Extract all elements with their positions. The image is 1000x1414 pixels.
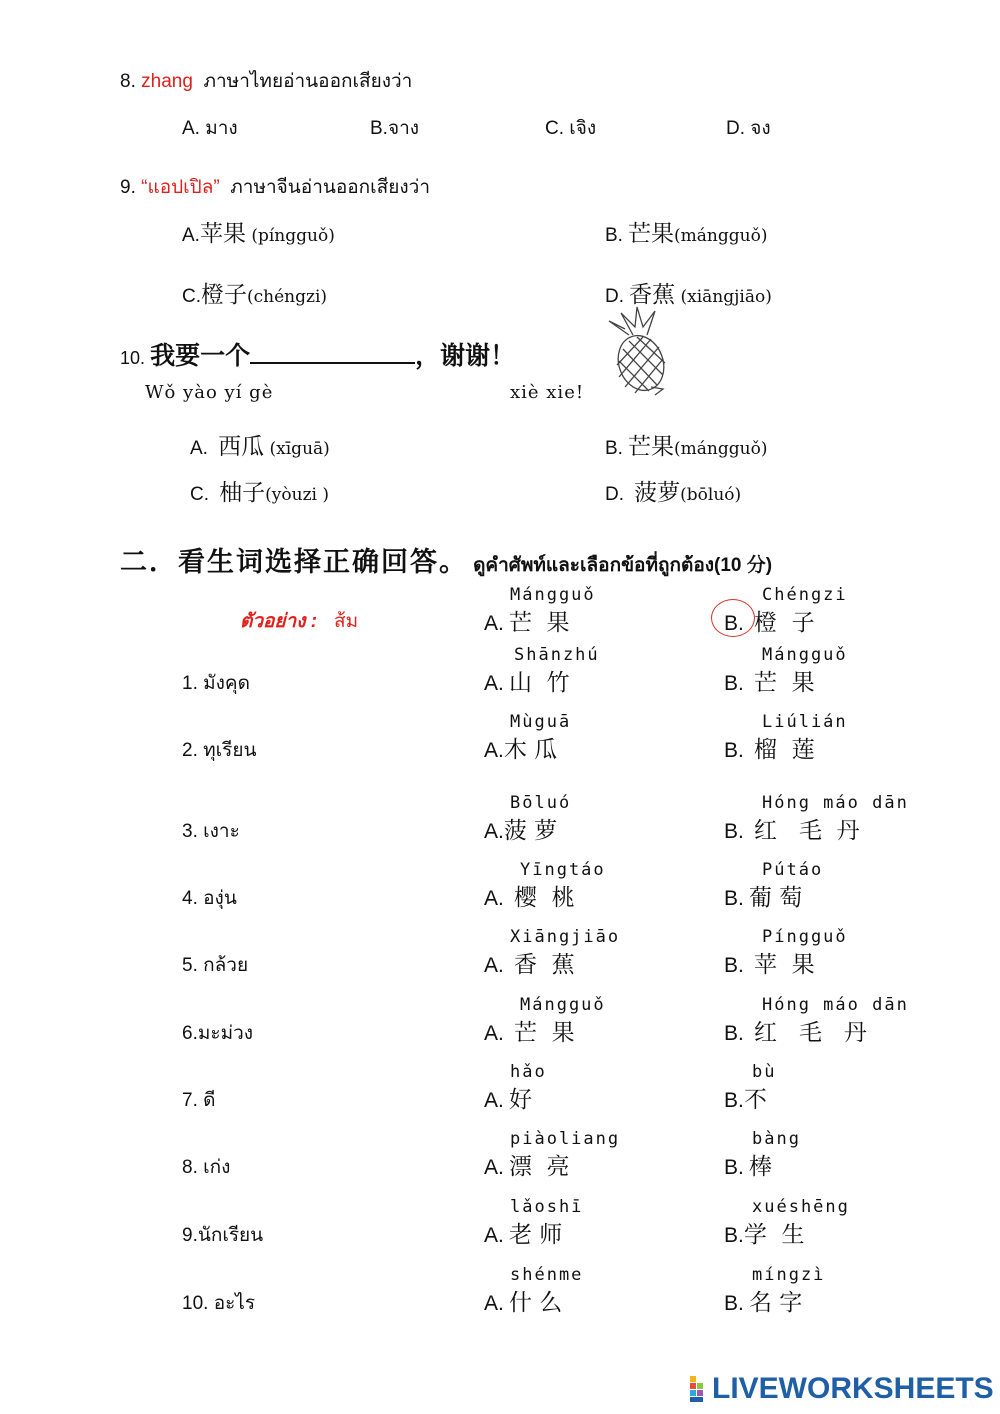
item-4-option-b[interactable]: B. 葡 萄 <box>724 885 803 911</box>
item-7-b-pinyin: bù <box>752 1062 777 1082</box>
q10-sentence-start: 我要一个 <box>150 341 251 370</box>
item-6-a-pinyin: Mángguǒ <box>520 995 606 1015</box>
item-8-option-b[interactable]: B. 棒 <box>724 1154 772 1180</box>
example-b-pinyin: Chéngzi <box>762 585 848 605</box>
item-6-b-pinyin: Hóng máo dān <box>762 995 909 1015</box>
q9-option-d[interactable]: D. 香蕉 (xiāngjiāo) <box>605 282 772 308</box>
q10-option-a[interactable]: A. 西瓜 (xīguā) <box>190 434 330 460</box>
item-6-option-b[interactable]: B. 红 毛 丹 <box>724 1020 867 1046</box>
q9-keyword: “แอปเปิล” <box>141 177 220 198</box>
item-4-option-a[interactable]: A. 樱 桃 <box>484 885 575 911</box>
item-10-a-pinyin: shénme <box>510 1265 584 1285</box>
item-2-a-pinyin: Mùguā <box>510 712 572 732</box>
item-1-a-pinyin: Shānzhú <box>514 645 600 665</box>
liveworksheets-logo[interactable] <box>690 1372 994 1406</box>
item-1-b-pinyin: Mángguǒ <box>762 645 848 665</box>
q10-number: 10. <box>120 348 146 368</box>
item-10-option-b[interactable]: B. 名 字 <box>724 1290 803 1316</box>
q8-option-a[interactable]: A. มาง <box>182 118 238 139</box>
q9-option-b[interactable]: B. 芒果(mángguǒ) <box>605 221 768 247</box>
item-2-prompt: 2. ทุเรียน <box>182 740 257 761</box>
item-7-a-pinyin: hǎo <box>510 1062 547 1082</box>
item-5-option-a[interactable]: A. 香 蕉 <box>484 952 575 978</box>
example-a-pinyin: Mángguǒ <box>510 585 596 605</box>
q10-sentence-end: ，谢谢！ <box>415 341 516 370</box>
q9-number: 9. <box>120 177 136 198</box>
q8-option-c[interactable]: C. เจิง <box>545 118 597 139</box>
q9-option-c[interactable]: C.橙子(chéngzi) <box>182 282 328 308</box>
item-5-prompt: 5. กล้วย <box>182 955 249 976</box>
q10-option-d[interactable]: D. 菠萝(bōluó) <box>605 480 742 506</box>
item-4-prompt: 4. องุ่น <box>182 888 237 909</box>
item-2-option-a[interactable]: A.木 瓜 <box>484 737 558 763</box>
q10-pinyin-start: Wǒ yào yí gè <box>145 382 274 403</box>
item-10-prompt: 10. อะไร <box>182 1293 256 1314</box>
item-5-a-pinyin: Xiāngjiāo <box>510 927 621 947</box>
item-4-a-pinyin: Yīngtáo <box>520 860 606 880</box>
q8-option-b[interactable]: B.จาง <box>370 118 420 139</box>
q8-line <box>120 66 412 96</box>
item-9-option-a[interactable]: A. 老 师 <box>484 1222 563 1248</box>
item-10-option-a[interactable]: A. 什 么 <box>484 1290 563 1316</box>
example-option-b[interactable]: B. 橙 子 <box>724 610 815 636</box>
item-7-prompt: 7. ดี <box>182 1090 216 1111</box>
item-3-option-a[interactable]: A.菠 萝 <box>484 818 558 844</box>
liveworksheets-logo-icon <box>690 1376 712 1402</box>
q10-sentence <box>120 336 515 372</box>
item-3-prompt: 3. เงาะ <box>182 821 240 842</box>
q10-option-c[interactable]: C. 柚子(yòuzi ) <box>190 480 330 506</box>
example-word: ส้ม <box>334 611 359 632</box>
item-9-prompt: 9.นักเรียน <box>182 1225 264 1246</box>
item-9-b-pinyin: xuéshēng <box>752 1197 850 1217</box>
item-5-option-b[interactable]: B. 苹 果 <box>724 952 815 978</box>
item-8-b-pinyin: bàng <box>752 1129 801 1149</box>
item-5-b-pinyin: Píngguǒ <box>762 927 848 947</box>
q8-number: 8. <box>120 71 136 92</box>
item-2-option-b[interactable]: B. 榴 莲 <box>724 737 815 763</box>
item-3-a-pinyin: Bōluó <box>510 793 572 813</box>
item-9-option-b[interactable]: B.学 生 <box>724 1222 805 1248</box>
item-4-b-pinyin: Pútáo <box>762 860 824 880</box>
item-7-option-b[interactable]: B.不 <box>724 1087 767 1113</box>
item-1-option-b[interactable]: B. 芒 果 <box>724 670 815 696</box>
q9-option-a[interactable]: A.苹果 (píngguǒ) <box>182 221 335 247</box>
item-10-b-pinyin: míngzì <box>752 1265 826 1285</box>
brand-name: LIVEWORKSHEETS <box>712 1372 994 1405</box>
item-8-prompt: 8. เก่ง <box>182 1157 231 1178</box>
q10-option-b[interactable]: B. 芒果(mángguǒ) <box>605 434 768 460</box>
q9-line <box>120 172 430 202</box>
q10-blank-input[interactable] <box>250 340 415 364</box>
item-2-b-pinyin: Liúlián <box>762 712 848 732</box>
section2-heading <box>120 540 772 580</box>
q10-pinyin-end: xiè xie! <box>510 382 585 403</box>
section2-heading-th: ดูคำศัพท์และเลือกข้อที่ถูกต้อง(10 分) <box>473 555 773 576</box>
item-1-option-a[interactable]: A. 山 竹 <box>484 670 570 696</box>
item-6-prompt: 6.มะม่วง <box>182 1023 254 1044</box>
item-3-option-b[interactable]: B. 红 毛 丹 <box>724 818 860 844</box>
item-8-a-pinyin: piàoliang <box>510 1129 621 1149</box>
example-label: ตัวอย่าง : <box>240 611 318 632</box>
q8-prompt: ภาษาไทยอ่านออกเสียงว่า <box>203 71 413 92</box>
q8-option-d[interactable]: D. จง <box>726 118 771 139</box>
example-option-a[interactable]: A. 芒 果 <box>484 610 570 636</box>
q9-prompt: ภาษาจีนอ่านออกเสียงว่า <box>230 177 431 198</box>
q8-keyword: zhang <box>141 71 193 92</box>
item-3-b-pinyin: Hóng máo dān <box>762 793 909 813</box>
item-7-option-a[interactable]: A. 好 <box>484 1087 532 1113</box>
item-8-option-a[interactable]: A. 漂 亮 <box>484 1154 570 1180</box>
item-6-option-a[interactable]: A. 芒 果 <box>484 1020 575 1046</box>
item-9-a-pinyin: lǎoshī <box>510 1197 584 1217</box>
section2-heading-zh: 二．看生词选择正确回答。 <box>120 547 468 578</box>
item-1-prompt: 1. มังคุด <box>182 673 250 694</box>
pineapple-icon <box>603 305 675 397</box>
